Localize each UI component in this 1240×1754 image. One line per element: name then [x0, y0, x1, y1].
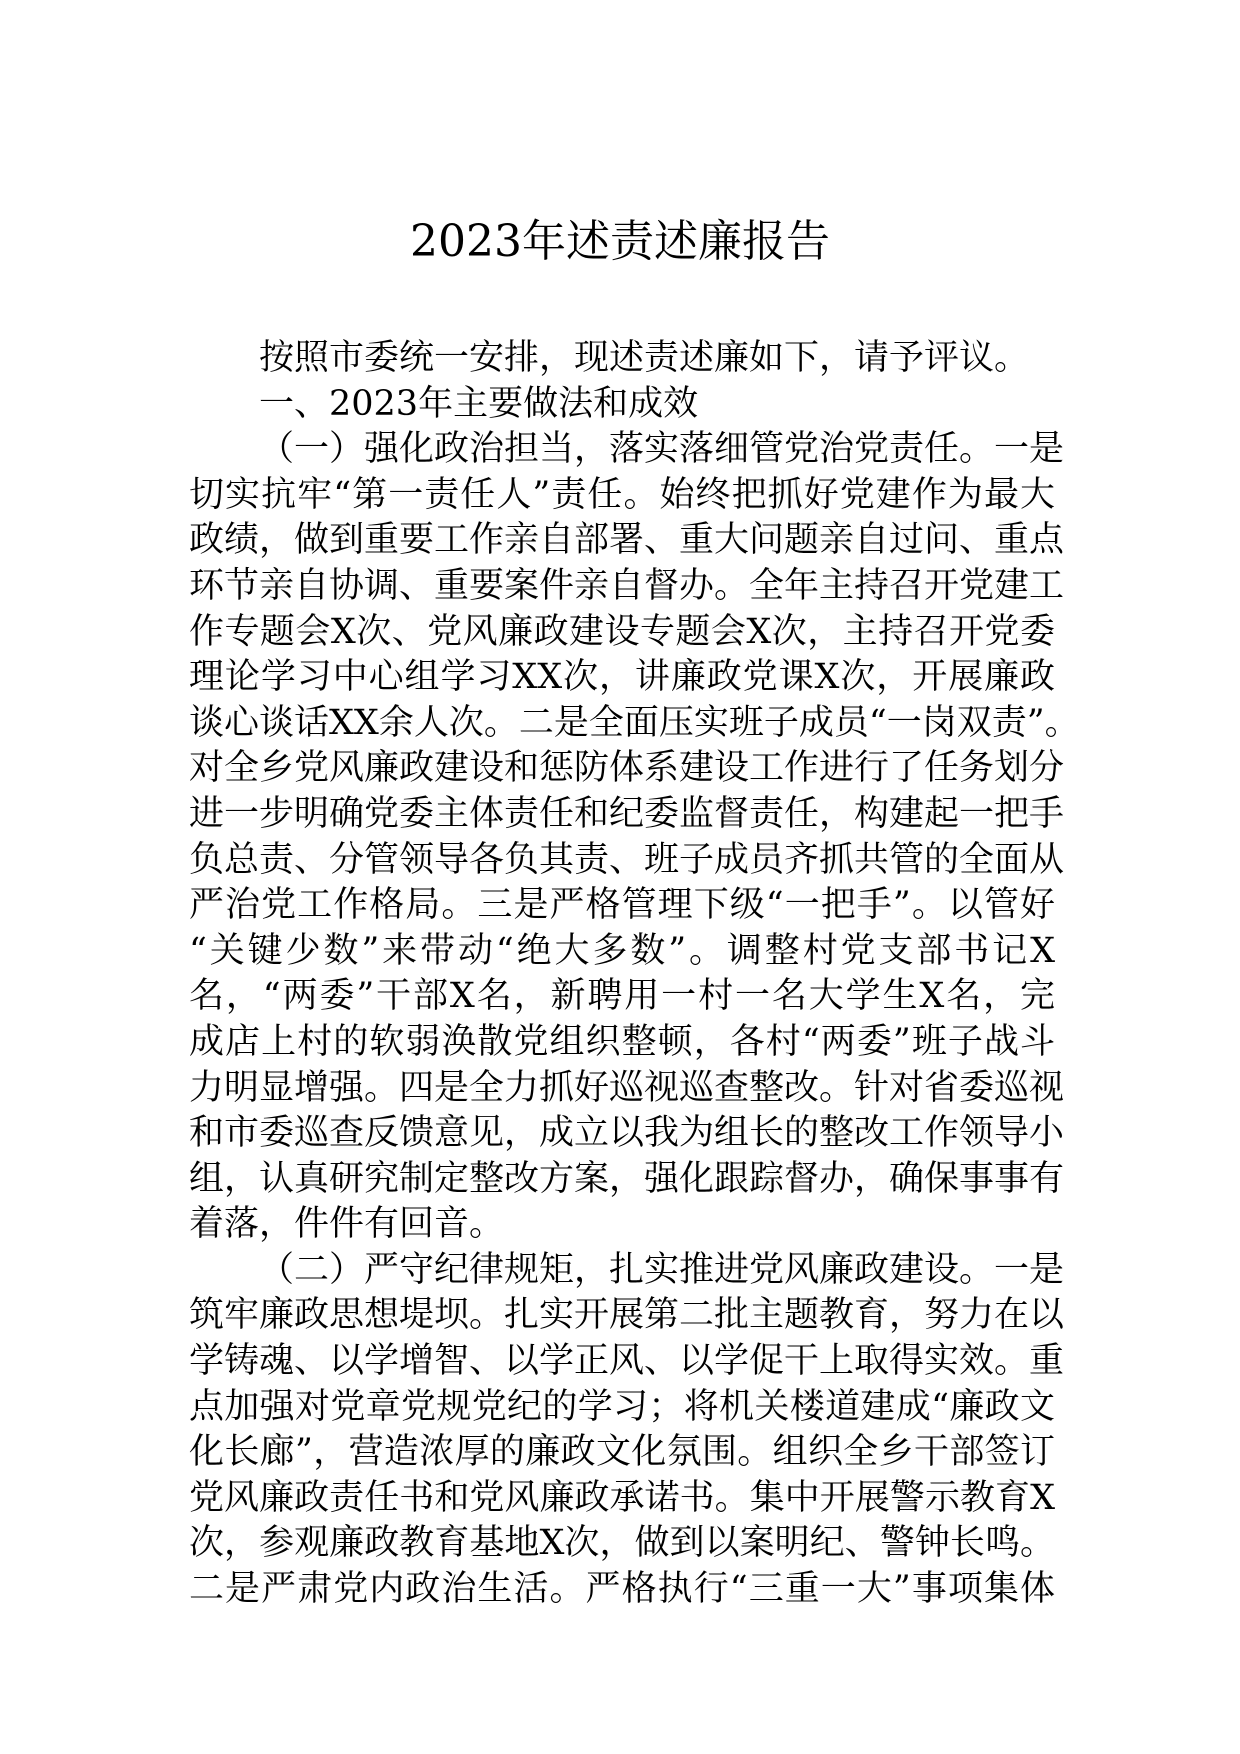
- text-line: 谈心谈话XX余人次。二是全面压实班子成员“一岗双责”。: [189, 702, 1080, 743]
- text-line: 作专题会X次、党风廉政建设专题会X次，主持召开党委: [189, 611, 1055, 652]
- text-line: 党风廉政责任书和党风廉政承诺书。集中开展警示教育X: [189, 1477, 1055, 1518]
- text-line: 点加强对党章党规党纪的学习；将机关楼道建成“廉政文: [189, 1386, 1055, 1427]
- text-line: 切实抗牢“第一责任人”责任。始终把抓好党建作为最大: [189, 474, 1055, 515]
- text-line: 进一步明确党委主体责任和纪委监督责任，构建起一把手: [189, 793, 1065, 834]
- text-line: 理论学习中心组学习XX次，讲廉政党课X次，开展廉政: [189, 657, 1055, 698]
- text-line: （一）强化政治担当，落实落细管党治党责任。一是: [259, 429, 1065, 470]
- text-line: 按照市委统一安排，现述责述廉如下，请予评议。: [259, 338, 1030, 378]
- text-line: 一、2023年主要做法和成效: [259, 383, 699, 424]
- text-line: （二）严守纪律规矩，扎实推进党风廉政建设。一是: [259, 1249, 1065, 1290]
- text-line: 严治党工作格局。三是严格管理下级“一把手”。以管好: [189, 885, 1055, 926]
- text-line: 次，参观廉政教育基地X次，做到以案明纪、警钟长鸣。: [189, 1523, 1055, 1564]
- text-line: 力明显增强。四是全力抓好巡视巡查整改。针对省委巡视: [189, 1067, 1065, 1108]
- text-line: 名，“两委”干部X名，新聘用一村一名大学生X名，完: [189, 976, 1055, 1017]
- text-line: 负总责、分管领导各负其责、班子成员齐抓共管的全面从: [189, 839, 1065, 880]
- text-line: 和市委巡查反馈意见，成立以我为组长的整改工作领导小: [189, 1113, 1065, 1154]
- text-line: 着落，件件有回音。: [189, 1204, 505, 1245]
- text-line: 对全乡党风廉政建设和惩防体系建设工作进行了任务划分: [189, 748, 1065, 789]
- text-line: 政绩，做到重要工作亲自部署、重大问题亲自过问、重点: [189, 520, 1065, 561]
- page-title: 2023年述责述廉报告: [410, 216, 830, 267]
- text-line: 环节亲自协调、重要案件亲自督办。全年主持召开党建工: [189, 565, 1065, 606]
- text-line: 二是严肃党内政治生活。严格执行“三重一大”事项集体: [189, 1569, 1055, 1610]
- text-line: 筑牢廉政思想堤坝。扎实开展第二批主题教育，努力在以: [189, 1295, 1065, 1336]
- text-line: 化长廊”，营造浓厚的廉政文化氛围。组织全乡干部签订: [189, 1432, 1055, 1473]
- document-body: [189, 336, 1080, 1613]
- text-line: 组，认真研究制定整改方案，强化跟踪督办，确保事事有: [189, 1158, 1065, 1199]
- text-line: 学铸魂、以学增智、以学正风、以学促干上取得实效。重: [189, 1341, 1065, 1382]
- text-line: 成店上村的软弱涣散党组织整顿，各村“两委”班子战斗: [189, 1021, 1055, 1062]
- text-line: “关键少数”来带动“绝大多数”。调整村党支部书记X: [189, 930, 1055, 971]
